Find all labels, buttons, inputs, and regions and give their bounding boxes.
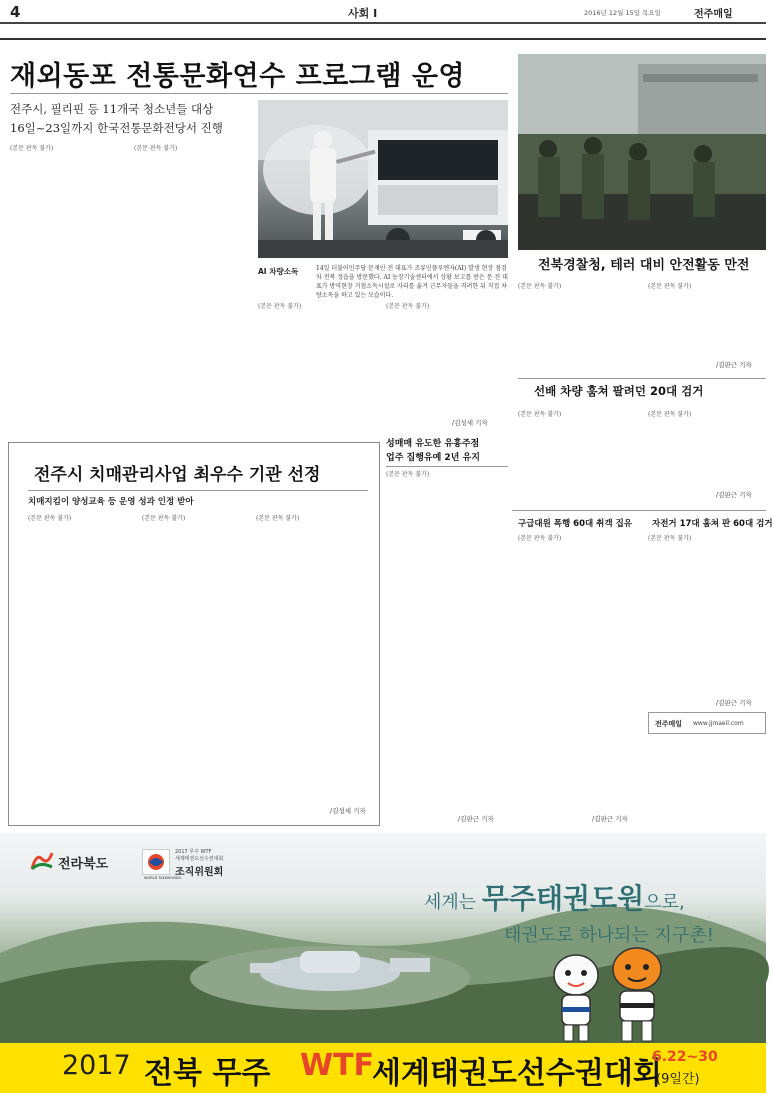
ad-sponsor: 전라북도	[58, 857, 109, 872]
ad-banner-title: 세계태권도선수권대회	[372, 1056, 662, 1091]
violence-headline: 구급대원 폭행 60대 취객 집유	[518, 519, 632, 529]
dementia-body-col3: (본문 판독 불가)	[256, 515, 300, 522]
dementia-body-col2: (본문 판독 불가)	[142, 515, 186, 522]
police-photo	[518, 54, 766, 250]
chase-headline: 선배 차량 훔쳐 팔려던 20대 검거	[534, 384, 704, 398]
headline-divider	[10, 93, 508, 94]
photo-caption: 14일 더불어민주당 문재인 전 대표가 조류인플루엔자(AI) 발생 현장 점검차 전북 정읍을 방문했다. AI 농장기술센터에서 상황 보고를 받은 문 전 대표가 방역현장 거점소독시설로 자리를 옮겨 근무자들을 격려한 뒤 직접 차량소독을 하고 있는 모습이다.	[316, 265, 508, 299]
chase-byline: /김판근 기자	[716, 491, 752, 499]
violence-body: (본문 판독 불가)	[518, 535, 562, 542]
ad-org-line1: 2017 무주 WTF	[175, 849, 212, 855]
main-body-col2: (본문 판독 불가)	[134, 145, 178, 152]
publication-date: 2016년 12월 15일 목요일	[584, 9, 661, 17]
police-body: (본문 판독 불가)	[518, 283, 562, 290]
violence-byline: /김판근 기자	[592, 815, 628, 823]
masthead	[0, 0, 766, 22]
main-body-col3: (본문 판독 불가)	[258, 303, 302, 310]
ad-slogan-line2: 태권도로 하나되는 지구촌!	[504, 925, 714, 946]
adult-byline: /김판근 기자	[458, 815, 494, 823]
dementia-body-col1: (본문 판독 불가)	[28, 515, 72, 522]
adult-headline-1: 성매매 유도한 유흥주점	[386, 439, 480, 449]
paper-name: 전주매일	[694, 9, 733, 20]
wtf-emblem-icon	[142, 849, 170, 875]
main-subhead-2: 16일~23일까지 한국전통문화전당서 진행	[10, 121, 223, 135]
police-illustration	[518, 54, 766, 250]
adult-divider	[386, 466, 508, 467]
website-box-name: 전주매일	[655, 720, 683, 728]
dementia-divider	[28, 490, 368, 491]
chase-divider	[518, 378, 766, 379]
website-url[interactable]: www.jjmaeil.com	[693, 720, 744, 727]
main-byline: /김성세 기자	[452, 419, 488, 427]
chase-body-col2: (본문 판독 불가)	[648, 411, 692, 418]
adult-headline-2: 업주 집행유예 2년 유지	[386, 453, 480, 463]
main-body-col4: (본문 판독 불가)	[386, 303, 430, 310]
ad-slogan-highlight: 무주태권도원	[481, 882, 645, 915]
autotheft-body: (본문 판독 불가)	[648, 535, 692, 542]
chase-body: (본문 판독 불가)	[518, 411, 562, 418]
ad-slogan-suffix: 으로,	[644, 892, 685, 913]
main-headline: 재외동포 전통문화연수 프로그램 운영	[10, 61, 466, 92]
ad-banner	[0, 1043, 766, 1093]
main-subhead-1: 전주시, 필리핀 등 11개국 청소년들 대상	[10, 102, 214, 116]
ad-slogan	[424, 877, 685, 917]
ai-disinfection-photo	[258, 100, 508, 258]
police-body-col2: (본문 판독 불가)	[648, 283, 692, 290]
ad-banner-region: 전북 무주	[144, 1056, 271, 1091]
ad-banner-year: 2017	[62, 1050, 131, 1081]
main-body-col1: (본문 판독 불가)	[10, 145, 54, 152]
ad-org-line2: 세계태권도선수권대회	[175, 856, 224, 862]
photo-caption-label: AI 차량소독	[258, 267, 299, 276]
ad-slogan-prefix: 세계는	[424, 892, 482, 913]
autotheft-headline: 자전거 17대 훔쳐 판 60대 검거	[652, 519, 773, 529]
top-rule	[0, 38, 766, 40]
ad-banner-days: (9일간)	[656, 1072, 700, 1087]
wtf-badge-text: WORLD TAEKWONDO	[144, 876, 182, 880]
dementia-subhead: 치매지킴이 양성교육 등 운영 성과 인정 받아	[28, 497, 194, 507]
dementia-headline: 전주시 치매관리사업 최우수 기관 선정	[34, 465, 321, 485]
ad-banner-wtf: WTF	[300, 1048, 375, 1083]
lower-right-divider	[512, 510, 766, 511]
jeonbuk-logo-icon	[30, 851, 54, 871]
orange-tiger-mascot-icon	[606, 945, 668, 1043]
section-name: 사회 I	[348, 7, 378, 20]
white-tiger-mascot-icon	[548, 951, 604, 1043]
ad-banner-dates: 6.22~30	[652, 1049, 718, 1065]
police-byline: /김판근 기자	[716, 361, 752, 369]
page-number: 4	[10, 3, 21, 21]
taekwondo-ad[interactable]	[0, 833, 766, 1093]
dementia-byline: /김성세 기자	[330, 807, 366, 815]
police-headline: 전북경찰청, 테러 대비 안전활동 만전	[538, 258, 750, 273]
ad-org-line3: 조직위원회	[175, 867, 224, 878]
autotheft-byline: /김판근 기자	[716, 699, 752, 707]
ai-disinfection-illustration	[258, 100, 508, 258]
header-rule	[0, 22, 766, 24]
adult-body: (본문 판독 불가)	[386, 471, 430, 478]
website-box	[648, 712, 766, 734]
